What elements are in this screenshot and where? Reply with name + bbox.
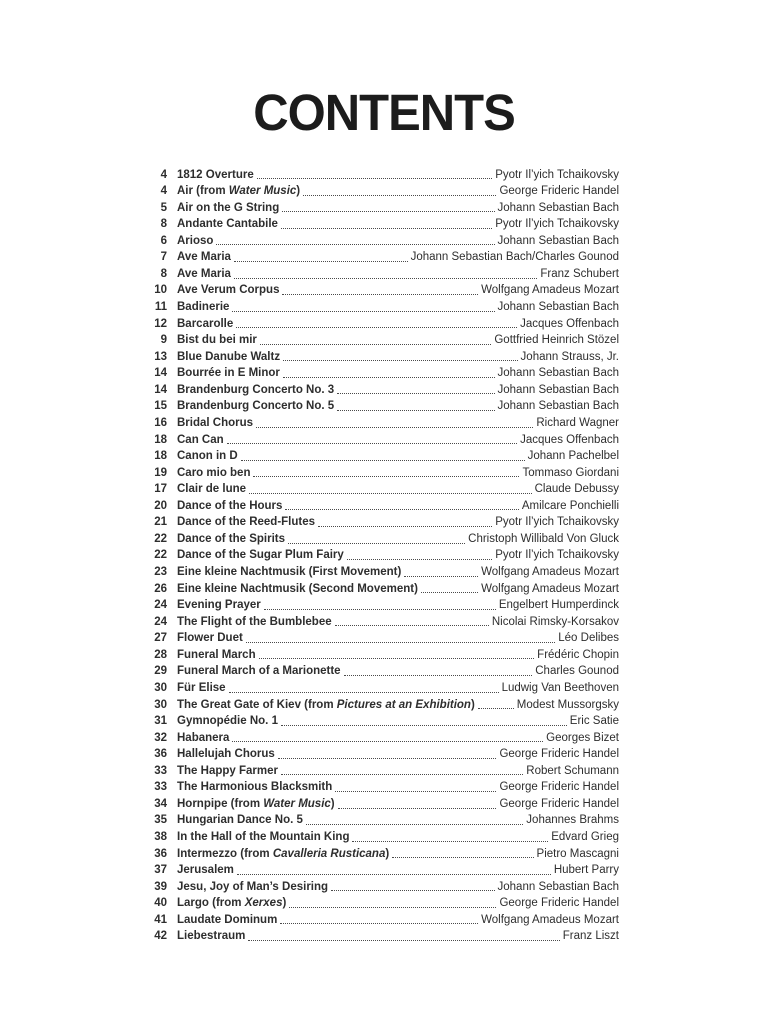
toc-title-segment: Pictures at an Exhibition bbox=[336, 698, 471, 711]
toc-entry bbox=[145, 266, 619, 283]
toc-page-number: 31 bbox=[154, 715, 167, 728]
toc-title bbox=[177, 501, 282, 513]
toc-page-number: 23 bbox=[154, 566, 167, 579]
toc-title bbox=[177, 401, 334, 413]
toc-entry bbox=[145, 714, 619, 731]
toc-page-number: 22 bbox=[154, 532, 167, 545]
dotted-leader bbox=[337, 393, 494, 394]
toc-entry bbox=[145, 730, 619, 747]
toc-entry bbox=[145, 863, 619, 880]
toc-composer: Jacques Offenbach bbox=[520, 433, 619, 446]
toc-page-number: 10 bbox=[154, 284, 167, 297]
toc-composer: Ludwig Van Beethoven bbox=[501, 681, 619, 694]
toc-page-number: 32 bbox=[154, 731, 167, 744]
toc-list bbox=[145, 167, 619, 945]
toc-composer: Amilcare Ponchielli bbox=[521, 499, 619, 512]
toc-title bbox=[177, 170, 254, 182]
toc-title bbox=[177, 252, 231, 264]
toc-title bbox=[177, 633, 243, 645]
toc-title-segment: Ave Verum Corpus bbox=[177, 284, 280, 297]
toc-entry bbox=[145, 167, 619, 184]
toc-title bbox=[177, 269, 231, 281]
toc-composer: Johann Sebastian Bach bbox=[497, 367, 619, 380]
toc-page-number: 41 bbox=[154, 913, 167, 926]
toc-page-number: 19 bbox=[154, 466, 167, 479]
toc-page-number: 14 bbox=[154, 383, 167, 396]
toc-title bbox=[177, 335, 257, 347]
toc-title-segment: Laudate Dominum bbox=[177, 913, 278, 926]
toc-page-number: 4 bbox=[160, 185, 167, 198]
toc-title-segment: Brandenburg Concerto No. 5 bbox=[177, 400, 335, 413]
dotted-leader bbox=[352, 841, 548, 842]
toc-entry bbox=[145, 614, 619, 631]
toc-entry bbox=[145, 631, 619, 648]
dotted-leader bbox=[257, 178, 493, 179]
toc-entry bbox=[145, 598, 619, 615]
toc-title bbox=[177, 733, 229, 745]
dotted-leader bbox=[249, 493, 532, 494]
dotted-leader bbox=[241, 460, 525, 461]
toc-page-number: 6 bbox=[160, 234, 167, 247]
toc-page-number: 29 bbox=[154, 665, 167, 678]
toc-title-segment: Dance of the Hours bbox=[177, 499, 283, 512]
toc-entry bbox=[145, 184, 619, 201]
dotted-leader bbox=[335, 791, 496, 792]
toc-entry bbox=[145, 399, 619, 416]
dotted-leader bbox=[232, 741, 543, 742]
toc-title-segment: Eine kleine Nachtmusik (Second Movement) bbox=[177, 582, 418, 595]
toc-composer: Johann Strauss, Jr. bbox=[520, 350, 619, 363]
toc-composer: Claude Debussy bbox=[534, 483, 619, 496]
toc-title bbox=[177, 517, 315, 529]
toc-title-segment: Cavalleria Rusticana bbox=[272, 847, 386, 860]
toc-title-segment: Liebestraum bbox=[177, 930, 246, 943]
toc-title-segment: The Happy Farmer bbox=[177, 764, 278, 777]
toc-title-segment: Bridal Chorus bbox=[177, 416, 254, 429]
dotted-leader bbox=[306, 824, 523, 825]
dotted-leader bbox=[237, 874, 551, 875]
toc-page-number: 22 bbox=[154, 549, 167, 562]
toc-composer: Johann Sebastian Bach bbox=[497, 383, 619, 396]
toc-entry bbox=[145, 515, 619, 532]
toc-title bbox=[177, 600, 261, 612]
toc-page-number: 36 bbox=[154, 748, 167, 761]
dotted-leader bbox=[253, 476, 519, 477]
toc-entry bbox=[145, 929, 619, 946]
toc-entry bbox=[145, 747, 619, 764]
dotted-leader bbox=[256, 427, 533, 428]
toc-title-segment: Ave Maria bbox=[177, 251, 231, 264]
toc-composer: Léo Delibes bbox=[558, 632, 619, 645]
toc-entry bbox=[145, 647, 619, 664]
toc-composer: Tommaso Giordani bbox=[522, 466, 619, 479]
dotted-leader bbox=[216, 244, 494, 245]
toc-title bbox=[177, 617, 332, 629]
toc-composer: Pietro Mascagni bbox=[536, 847, 619, 860]
toc-title-segment: The Harmonious Blacksmith bbox=[177, 781, 333, 794]
toc-composer: Johann Sebastian Bach bbox=[497, 301, 619, 314]
dotted-leader bbox=[280, 923, 478, 924]
toc-entry bbox=[145, 482, 619, 499]
toc-page-number: 40 bbox=[154, 897, 167, 910]
toc-page-number: 13 bbox=[154, 350, 167, 363]
toc-entry bbox=[145, 912, 619, 929]
toc-entry bbox=[145, 780, 619, 797]
toc-title-segment: Dance of the Spirits bbox=[177, 532, 285, 545]
toc-entry bbox=[145, 697, 619, 714]
toc-composer: Johann Sebastian Bach bbox=[497, 234, 619, 247]
toc-title-segment: Badinerie bbox=[177, 301, 230, 314]
toc-page-number: 16 bbox=[154, 416, 167, 429]
toc-title-segment: Ave Maria bbox=[177, 267, 231, 280]
toc-page-number: 9 bbox=[160, 334, 167, 347]
toc-title-segment: Hornpipe (from bbox=[177, 797, 264, 810]
toc-title-segment: ) bbox=[296, 185, 301, 198]
toc-title bbox=[177, 650, 256, 662]
toc-entry bbox=[145, 813, 619, 830]
toc-entry bbox=[145, 548, 619, 565]
toc-entry bbox=[145, 498, 619, 515]
toc-title bbox=[177, 898, 286, 910]
toc-title-segment: ) bbox=[282, 897, 287, 910]
toc-composer: Johann Sebastian Bach/Charles Gounod bbox=[410, 251, 619, 264]
toc-title-segment: The Great Gate of Kiev (from bbox=[177, 698, 337, 711]
toc-composer: Georges Bizet bbox=[546, 731, 619, 744]
toc-title-segment: Canon in D bbox=[177, 450, 238, 463]
toc-composer: Johannes Brahms bbox=[526, 814, 619, 827]
toc-entry bbox=[145, 581, 619, 598]
dotted-leader bbox=[318, 526, 492, 527]
toc-title-segment: Evening Prayer bbox=[177, 599, 261, 612]
toc-title bbox=[177, 368, 280, 380]
toc-title bbox=[177, 451, 238, 463]
toc-title bbox=[177, 418, 253, 430]
toc-title-segment: Flower Duet bbox=[177, 632, 243, 645]
dotted-leader bbox=[281, 228, 492, 229]
toc-page-number: 4 bbox=[160, 168, 167, 181]
toc-composer: Hubert Parry bbox=[553, 864, 619, 877]
dotted-leader bbox=[303, 195, 496, 196]
toc-composer: Charles Gounod bbox=[535, 665, 619, 678]
dotted-leader bbox=[282, 294, 478, 295]
toc-title bbox=[177, 799, 335, 811]
dotted-leader bbox=[282, 211, 494, 212]
dotted-leader bbox=[234, 278, 537, 279]
toc-page-number: 28 bbox=[154, 648, 167, 661]
dotted-leader bbox=[421, 592, 478, 593]
toc-entry bbox=[145, 283, 619, 300]
toc-composer: Jacques Offenbach bbox=[520, 317, 619, 330]
dotted-leader bbox=[278, 758, 497, 759]
dotted-leader bbox=[260, 344, 491, 345]
toc-composer: Wolfgang Amadeus Mozart bbox=[481, 913, 619, 926]
dotted-leader bbox=[392, 857, 533, 858]
toc-page-number: 30 bbox=[154, 698, 167, 711]
toc-title-segment: Habanera bbox=[177, 731, 230, 744]
toc-title bbox=[177, 302, 229, 314]
toc-entry bbox=[145, 382, 619, 399]
toc-page-number: 38 bbox=[154, 831, 167, 844]
toc-entry bbox=[145, 531, 619, 548]
toc-page-number: 11 bbox=[154, 301, 167, 314]
toc-title-segment: Water Music bbox=[228, 185, 297, 198]
toc-composer: Johann Sebastian Bach bbox=[497, 400, 619, 413]
toc-page-number: 18 bbox=[154, 433, 167, 446]
toc-title-segment: Andante Cantabile bbox=[177, 218, 278, 231]
toc-page-number: 26 bbox=[154, 582, 167, 595]
toc-page-number: 42 bbox=[154, 930, 167, 943]
dotted-leader bbox=[229, 692, 499, 693]
toc-title-segment: Clair de lune bbox=[177, 483, 247, 496]
toc-composer: Franz Liszt bbox=[562, 930, 619, 943]
dotted-leader bbox=[232, 311, 494, 312]
dotted-leader bbox=[283, 360, 517, 361]
toc-entry bbox=[145, 449, 619, 466]
toc-composer: Pyotr Il’yich Tchaikovsky bbox=[495, 549, 619, 562]
toc-title-segment: Brandenburg Concerto No. 3 bbox=[177, 383, 335, 396]
toc-title-segment: Xerxes bbox=[244, 897, 283, 910]
toc-title bbox=[177, 815, 303, 827]
toc-entry bbox=[145, 333, 619, 350]
dotted-leader bbox=[285, 509, 518, 510]
toc-title-segment: 1812 Overture bbox=[177, 168, 254, 181]
toc-composer: Franz Schubert bbox=[540, 267, 619, 280]
toc-page-number: 8 bbox=[160, 267, 167, 280]
toc-page-number: 30 bbox=[154, 681, 167, 694]
toc-page-number: 7 bbox=[160, 251, 167, 264]
dotted-leader bbox=[281, 774, 523, 775]
toc-title-segment: Water Music bbox=[263, 797, 331, 810]
toc-title bbox=[177, 550, 344, 562]
toc-title-segment: Bist du bei mir bbox=[177, 334, 257, 347]
toc-page-number: 39 bbox=[154, 880, 167, 893]
toc-entry bbox=[145, 415, 619, 432]
toc-composer: George Frideric Handel bbox=[499, 781, 619, 794]
toc-title-segment: Can Can bbox=[177, 433, 224, 446]
dotted-leader bbox=[234, 261, 408, 262]
toc-title bbox=[177, 385, 334, 397]
toc-composer: Pyotr Il’yich Tchaikovsky bbox=[495, 516, 619, 529]
toc-title bbox=[177, 716, 278, 728]
toc-title bbox=[177, 915, 277, 927]
toc-title bbox=[177, 219, 278, 231]
toc-title-segment: Jesu, Joy of Man’s Desiring bbox=[177, 880, 329, 893]
toc-title bbox=[177, 666, 341, 678]
toc-title-segment: In the Hall of the Mountain King bbox=[177, 831, 350, 844]
toc-title bbox=[177, 319, 233, 331]
toc-title bbox=[177, 865, 234, 877]
toc-title-segment: Barcarolle bbox=[177, 317, 234, 330]
toc-title bbox=[177, 832, 349, 844]
toc-page-number: 34 bbox=[154, 797, 167, 810]
dotted-leader bbox=[264, 609, 496, 610]
toc-composer: George Frideric Handel bbox=[499, 897, 619, 910]
page-title: CONTENTS bbox=[253, 85, 515, 142]
toc-title-segment: ) bbox=[385, 847, 390, 860]
toc-title-segment: Dance of the Sugar Plum Fairy bbox=[177, 549, 344, 562]
toc-title-segment: Air on the G String bbox=[177, 201, 280, 214]
toc-page-number: 36 bbox=[154, 847, 167, 860]
toc-composer: Frédéric Chopin bbox=[537, 648, 619, 661]
toc-entry bbox=[145, 664, 619, 681]
dotted-leader bbox=[289, 907, 496, 908]
toc-title bbox=[177, 567, 401, 579]
dotted-leader bbox=[337, 410, 494, 411]
toc-title-segment: Blue Danube Waltz bbox=[177, 350, 281, 363]
dotted-leader bbox=[338, 808, 497, 809]
toc-title bbox=[177, 468, 250, 480]
toc-title bbox=[177, 700, 475, 712]
dotted-leader bbox=[281, 725, 567, 726]
toc-title bbox=[177, 203, 279, 215]
toc-composer: Johann Sebastian Bach bbox=[497, 880, 619, 893]
toc-composer: Modest Mussorgsky bbox=[516, 698, 619, 711]
toc-composer: Pyotr Il’yich Tchaikovsky bbox=[495, 168, 619, 181]
toc-composer: George Frideric Handel bbox=[499, 748, 619, 761]
toc-title bbox=[177, 534, 285, 546]
toc-title bbox=[177, 584, 418, 596]
toc-title-segment: Bourrée in E Minor bbox=[177, 367, 280, 380]
toc-title-segment: Für Elise bbox=[177, 681, 226, 694]
toc-title-segment: Funeral March bbox=[177, 648, 256, 661]
toc-entry bbox=[145, 349, 619, 366]
toc-entry bbox=[145, 233, 619, 250]
dotted-leader bbox=[288, 543, 465, 544]
toc-composer: Robert Schumann bbox=[526, 764, 619, 777]
toc-entry bbox=[145, 300, 619, 317]
toc-entry bbox=[145, 846, 619, 863]
toc-title-segment: Intermezzo (from bbox=[177, 847, 273, 860]
toc-entry bbox=[145, 763, 619, 780]
toc-composer: George Frideric Handel bbox=[499, 797, 619, 810]
toc-entry bbox=[145, 316, 619, 333]
toc-composer: Johann Pachelbel bbox=[527, 450, 619, 463]
toc-title-segment: Arioso bbox=[177, 234, 214, 247]
toc-page-number: 12 bbox=[154, 317, 167, 330]
toc-entry bbox=[145, 680, 619, 697]
toc-entry bbox=[145, 366, 619, 383]
toc-composer: George Frideric Handel bbox=[499, 185, 619, 198]
toc-composer: Christoph Willibald Von Gluck bbox=[468, 532, 619, 545]
toc-composer: Wolfgang Amadeus Mozart bbox=[481, 284, 619, 297]
toc-page-number: 24 bbox=[154, 599, 167, 612]
toc-title-segment: ) bbox=[330, 797, 335, 810]
toc-composer: Gottfried Heinrich Stözel bbox=[494, 334, 619, 347]
toc-title-segment: Caro mio ben bbox=[177, 466, 251, 479]
toc-page-number: 24 bbox=[154, 615, 167, 628]
toc-entry bbox=[145, 465, 619, 482]
toc-title bbox=[177, 186, 300, 198]
dotted-leader bbox=[331, 890, 494, 891]
toc-entry bbox=[145, 830, 619, 847]
dotted-leader bbox=[478, 708, 514, 709]
toc-page-number: 18 bbox=[154, 450, 167, 463]
toc-title bbox=[177, 285, 279, 297]
toc-entry bbox=[145, 896, 619, 913]
toc-title-segment: Hungarian Dance No. 5 bbox=[177, 814, 303, 827]
toc-title bbox=[177, 749, 275, 761]
toc-composer: Edvard Grieg bbox=[551, 831, 619, 844]
toc-title bbox=[177, 782, 332, 794]
dotted-leader bbox=[335, 625, 489, 626]
toc-title-segment: The Flight of the Bumblebee bbox=[177, 615, 332, 628]
toc-page-number: 8 bbox=[160, 218, 167, 231]
toc-page-number: 15 bbox=[154, 400, 167, 413]
toc-title-segment: ) bbox=[470, 698, 475, 711]
toc-page-number: 20 bbox=[154, 499, 167, 512]
toc-composer: Wolfgang Amadeus Mozart bbox=[481, 582, 619, 595]
toc-title-segment: Hallelujah Chorus bbox=[177, 748, 275, 761]
toc-entry bbox=[145, 250, 619, 267]
toc-title bbox=[177, 484, 246, 496]
dotted-leader bbox=[248, 940, 559, 941]
toc-title bbox=[177, 683, 226, 695]
toc-title-segment: Eine kleine Nachtmusik (First Movement) bbox=[177, 566, 402, 579]
dotted-leader bbox=[246, 642, 555, 643]
dotted-leader bbox=[347, 559, 492, 560]
toc-composer: Johann Sebastian Bach bbox=[497, 201, 619, 214]
toc-composer: Pyotr Il’yich Tchaikovsky bbox=[495, 218, 619, 231]
toc-page-number: 33 bbox=[154, 781, 167, 794]
toc-page-number: 33 bbox=[154, 764, 167, 777]
toc-page-number: 14 bbox=[154, 367, 167, 380]
dotted-leader bbox=[404, 576, 478, 577]
dotted-leader bbox=[236, 327, 517, 328]
toc-entry bbox=[145, 796, 619, 813]
dotted-leader bbox=[259, 658, 535, 659]
toc-composer: Eric Satie bbox=[569, 715, 619, 728]
toc-title-segment: Funeral March of a Marionette bbox=[177, 665, 341, 678]
toc-title bbox=[177, 931, 245, 943]
toc-title bbox=[177, 236, 213, 248]
toc-composer: Engelbert Humperdinck bbox=[498, 599, 619, 612]
toc-title bbox=[177, 849, 389, 861]
toc-entry bbox=[145, 200, 619, 217]
toc-title bbox=[177, 352, 280, 364]
toc-entry bbox=[145, 217, 619, 234]
toc-entry bbox=[145, 565, 619, 582]
toc-title-segment: Air (from bbox=[177, 185, 229, 198]
toc-composer: Wolfgang Amadeus Mozart bbox=[481, 566, 619, 579]
toc-entry bbox=[145, 432, 619, 449]
toc-page-number: 17 bbox=[154, 483, 167, 496]
dotted-leader bbox=[283, 377, 495, 378]
toc-title bbox=[177, 882, 328, 894]
toc-page-number: 37 bbox=[154, 864, 167, 877]
toc-composer: Nicolai Rimsky-Korsakov bbox=[491, 615, 619, 628]
dotted-leader bbox=[227, 443, 517, 444]
toc-page-number: 27 bbox=[154, 632, 167, 645]
toc-page-number: 35 bbox=[154, 814, 167, 827]
toc-title bbox=[177, 435, 224, 447]
toc-composer: Richard Wagner bbox=[536, 416, 619, 429]
toc-title-segment: Largo (from bbox=[177, 897, 245, 910]
toc-title-segment: Jerusalem bbox=[177, 864, 234, 877]
toc-title bbox=[177, 766, 278, 778]
toc-title-segment: Gymnopédie No. 1 bbox=[177, 715, 278, 728]
toc-entry bbox=[145, 879, 619, 896]
toc-page-number: 5 bbox=[160, 201, 167, 214]
toc-title-segment: Dance of the Reed-Flutes bbox=[177, 516, 316, 529]
toc-page-number: 21 bbox=[154, 516, 167, 529]
dotted-leader bbox=[344, 675, 533, 676]
